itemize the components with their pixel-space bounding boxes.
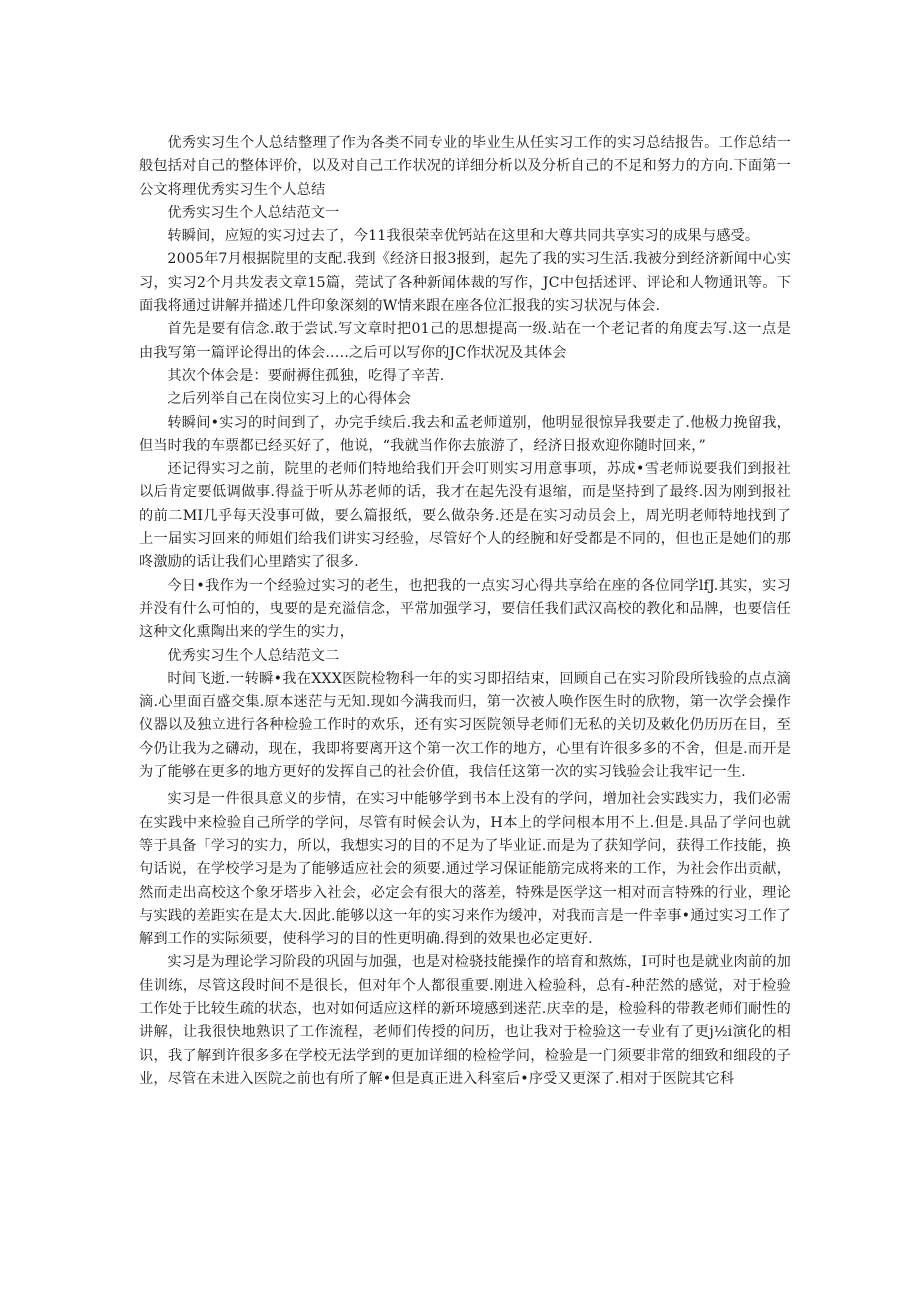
paragraph: 之后列举自己在岗位实习上的心得体会 [167, 391, 412, 408]
paragraph: 首先是要有信念.敢于尝试.写文章时把01己的思想提高一级.站在一个老记者的角度去写.这一点是由我写第一篇评论得出的体会..…之后可以写你的JC作状况及其体会 [139, 321, 791, 361]
paragraph: 实习是一件很具意义的步情，在实习中能够学到书本上没有的学问，增加社会实践实力，我们必需在实践中来检验自己所学的学问，尽管有时候会认为，H本上的学问根本用不上.但是.具品了学问也就等于具备「学习的实力，所以，我想实习的目的不足为了毕业证.而是为了获知学问，获得工作技能，换句话说，在学校学习是为了能够适应社会的须要.通过学习保证能筋完成将来的工作，为社会作出贡献，然而走出高校这个象牙塔步入社会，必定会有很大的落差，特殊是医学这一相对而言特殊的行业，理论与实践的差距实在是太大.因此.能够以这一年的实习来作为缓冲，对我而言是一件幸事•通过实习工作了解到工作的实际须要，使科学习的目的性更明确.得到的效果也必定更好. [139, 791, 791, 948]
paragraph: 时间飞逝.一转瞬•我在XXX医院检物科一年的实习即招结束，回顾自己在实习阶段所钱验的点点滴滴.心里面百盛交集.原本迷茫与无知.现如今满我而归，第一次被人唤作医生时的欣物，第一次学会操作仪器以及独立进行各种检验工作时的欢乐，还有实习医院领导老师们无私的关切及敕化仍历历在目，至今仍让我为之礴动，现在，我即将要离开这个第一次工作的地方，心里有许很多多的不舍，但是.而开是为了能够在更多的地方更好的发挥自己的社会价值，我信任这第一次的实习钱验会让我牢记一生. [139, 670, 791, 781]
paragraph: 2005年7月根据院里的支配.我到《经济日报3报到，起先了我的实习生活.我被分到经济新闻中心实习，实习2个月共发表文章15篇，莞试了各种新闻体裁的写作，JC中包括述评、评论和人物通讯等。下面我将通过讲解并描述几件印象深刻的W情来跟在座各位汇报我的实习状况与体会. [139, 251, 791, 315]
paragraph-intro: 优秀实习生个人总结整理了作为各类不同专业的毕业生从任实习工作的实习总结报告。工作总结一般包括对自己的整体评价，以及对自己工作状况的详细分析以及分析自己的不足和努力的方向.下面第一公文将理优秀实习生个人总结 [139, 135, 791, 198]
document-body [139, 132, 791, 1091]
paragraph: 转瞬间，应短的实习过去了，今11我很荣幸优钙站在这里和大尊共同共享实习的成果与感受。 [167, 228, 760, 245]
paragraph: 还记得实习之前，院里的老师们特地给我们开会叮则实习用意事项，苏成•雪老师说要我们到报社以后肯定要低调做事.得益于听从苏老师的话，我才在起先没有退缩，而是坚持到了最终.因为刚到报社的前二MI几乎每天没事可做，要么篇报纸，要么做杂务.还是在实习动员会上，周光明老师特地找到了上一届实习回来的师姐们给我们讲实习经验，尽管好个人的经腕和好受都是不同的，但也正是她们的那咚激励的话让我们心里踏实了很多. [139, 461, 791, 571]
paragraph: 其次个体会是：要耐褥住孤独，吃得了辛苦. [167, 367, 445, 384]
section-heading-2: 优秀实习生个人总结范文二 [167, 647, 340, 664]
paragraph: 转瞬间•实习的时间到了，办完手续后.我去和孟老师道别，他明显很惊异我要走了.他极力挽留我，但当时我的车票都已经买好了，他说，“我就当作你去旅游了，经济日报欢迎你随时回来，” [139, 414, 791, 454]
section-heading-1: 优秀实习生个人总结范文一 [167, 204, 340, 221]
paragraph: 实习是为理论学习阶段的巩固与加强，也是对检骁技能操作的培育和熬炼，I可时也是就业肉前的加佳训练，尽管这段时间不是很长，但对年个人都很重要.刚进入检验科，总有-种茫然的感觉，对于检验工作处于比较生疏的状态，也对如何适应这样的新环境感到迷茫.庆幸的是，检验科的带教老师们耐性的讲解，让我很快地熟识了工作流程，老师们传授的问历，也让我对于检验这一专业有了更j½i演化的相识，我了解到许很多多在学校无法学到的更加详细的检检学问，检验是一门须要非常的细致和细段的子业，尽管在未进入医院之前也有所了解•但是真正进入科室后•序受又更深了.相对于医院其它科 [139, 954, 791, 1087]
paragraph: 今日•我作为一个经验过实习的老生，也把我的一点实习心得共享给在座的各位同学lfJ.其实，实习并没有什么可怕的，曳要的是充溢信念，平常加强学习，要信任我们武汉高校的教化和品牌，也要信任这种文化熏陶出来的学生的实力， [139, 577, 791, 641]
